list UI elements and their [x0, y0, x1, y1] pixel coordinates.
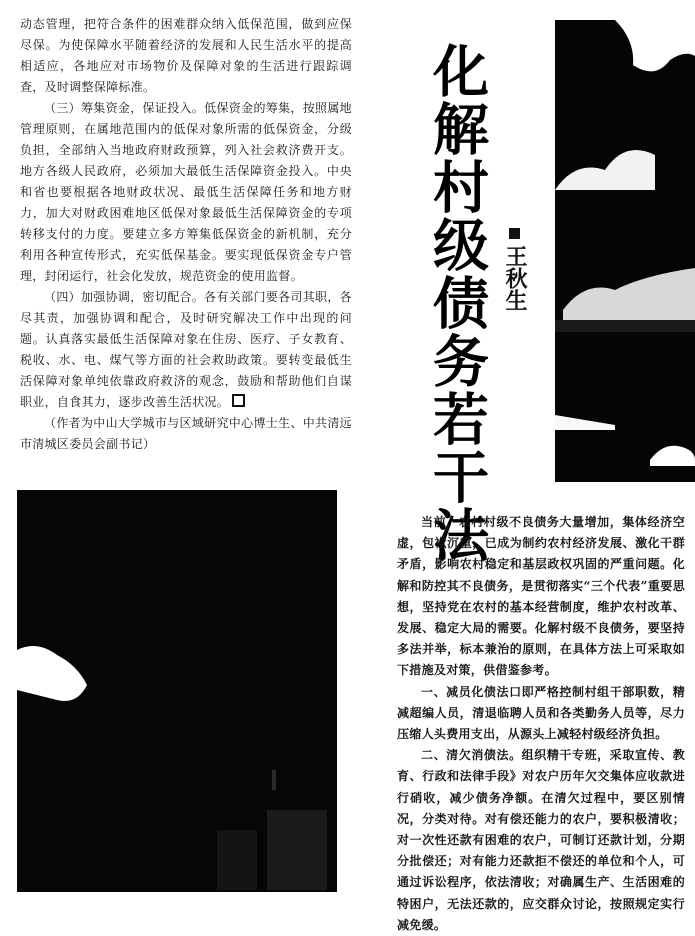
article-title: 化解村级债务若干法 — [424, 42, 489, 564]
author-name: 王秋生 — [502, 245, 527, 311]
left-paragraph: （三）筹集资金，保证投入。低保资金的筹集，按照属地管理原则，在属地范围内的低保对象所需的低保资金，分级负担，全部纳入当地政府财政预算，列入社会救济费开支。地方各级人民政府，必须加大最低生活保障资金投入。中央和省也要根据各地财政状况、最低生活保障任务和地方财力，加大对财政困难地区低保对象最低生活保障资金的专项转移支付的力度。要建立多方筹集低保资金的新机制，充分利用各种宣传形式，充实低保基金。要实现低保资金专户管理，封闭运行，社会化发放，规范资金的使用监督。 — [20, 101, 352, 283]
photo-night-sky — [555, 20, 695, 482]
right-paragraph: 一、减员化债法口即严格控制村组干部职数，精减超编人员，清退临聘人员和各类勤务人员等，尽力压缩人头费用支出，从源头上减轻村级经济负担。 — [397, 684, 685, 742]
left-paragraph: 动态管理，把符合条件的困难群众纳入低保范围，做到应保尽保。为使保障水平随着经济的发展和人民生活水平的提高相适应，各地应对市场物价及保障对象的生活进行跟踪调查，及时调整保障标准。 — [20, 17, 352, 94]
left-paragraph — [20, 287, 352, 413]
photo-dark-scene — [17, 490, 337, 892]
left-column — [20, 14, 352, 455]
author-note: （作者为中山大学城市与区域研究中心博士生、中共清远市清城区委员会副书记） — [20, 416, 352, 451]
black-square-icon — [509, 228, 520, 239]
right-column — [397, 512, 685, 936]
right-paragraph: 当前，农村村级不良债务大量增加，集体经济空虚，包袱沉重，已成为制约农村经济发展、激化干群矛盾，影响农村稳定和基层政权巩固的严重问题。化解和防控其不良债务，是贯彻落实“三个代表”重要思想，坚持党在农村的基本经营制度，维护农村改革、发展、稳定大局的需要。化解村级不良债务，要坚持多法并举，标本兼治的原则，在具体方法上可采取如下措施及对策，供借鉴参考。 — [397, 515, 685, 678]
square-end-mark-icon — [232, 394, 245, 407]
left-paragraph-text: （四）加强协调，密切配合。各有关部门要各司其职，各尽其责，加强协调和配合，及时研究解决工作中出现的问题。认真落实最低生活保障对象在住房、医疗、子女教育、税收、水、电、煤气等方面的社会救助政策。要转变最低生活保障对象单纯依靠政府救济的观念，鼓励和帮助他们自谋职业，自食其力，逐步改善生活状况。 — [20, 290, 352, 409]
byline — [500, 228, 530, 311]
right-paragraph: 二、清欠消债法。组织精干专班，采取宣传、教育、行政和法律手段》对农户历年欠交集体应收款进行硝收，减少债务净额。在清欠过程中，要区别情况，分类对待。对有偿还能力的农户，要积极清收；对一次性还款有困难的农户，可制订还款计划，分期分批偿还；对有能力还款拒不偿还的单位和个人，可通过诉讼程序，依法清收；对确属生产、生活困难的特困户，无法还款的，应交群众讨论，按照规定实行减免缓。 — [397, 748, 685, 932]
